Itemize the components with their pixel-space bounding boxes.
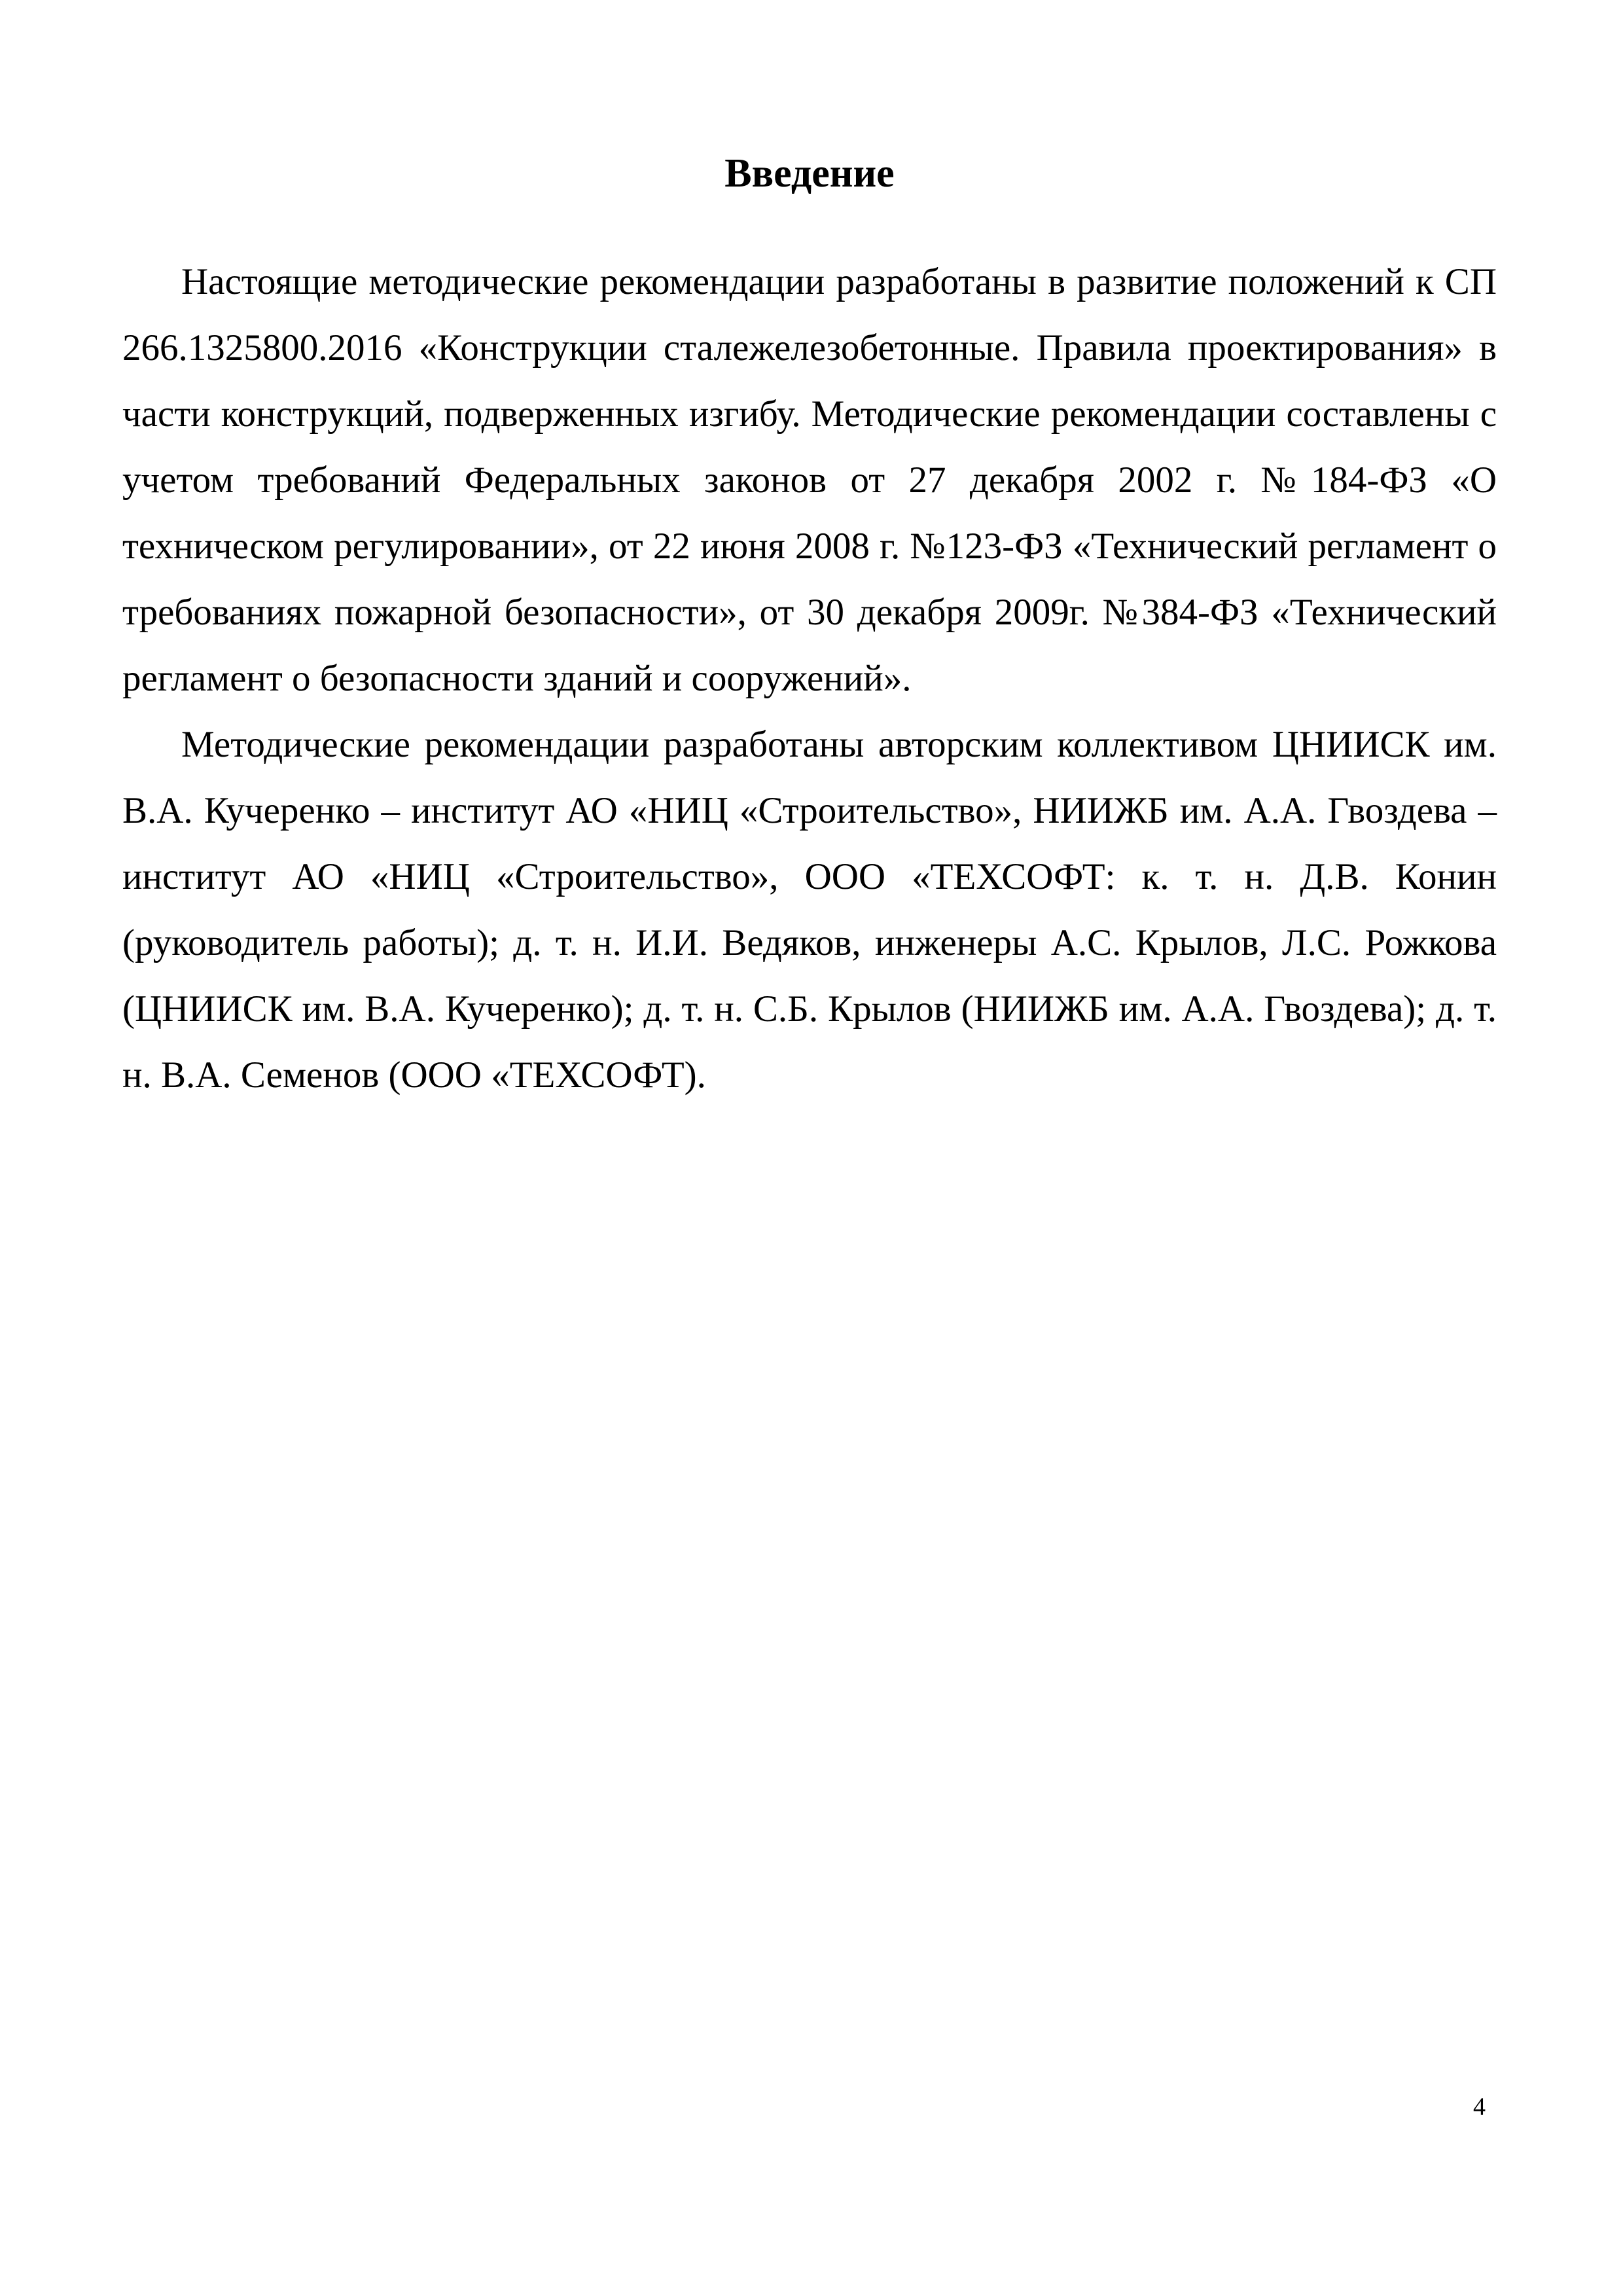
page-title: Введение	[724, 151, 895, 196]
page-number: 4	[1473, 2093, 1486, 2121]
paragraph-intro: Настоящие методические рекомендации разработаны в развитие положений к СП 266.1325800.2016 «Конструкции сталежелезобетонные. Правила проектирования» в части конструкций, подверженных изгибу. Методические рекомендации составлены с учетом требований Федеральных законов от 27 декабря 2002 г. №184-ФЗ «О техническом регулировании», от 22 июня 2008 г. №123-ФЗ «Технический регламент о требованиях пожарной безопасности», от 30 декабря 2009г. №384-ФЗ «Технический регламент о безопасности зданий и сооружений».	[122, 261, 1497, 700]
page-content	[122, 149, 1497, 1108]
paragraph-authors: Методические рекомендации разработаны авторским коллективом ЦНИИСК им. В.А. Кучеренко – институт АО «НИЦ «Строительство», НИИЖБ им. А.А. Гвоздева – институт АО «НИЦ «Строительство», ООО «ТЕХСОФТ: к. т. н. Д.В. Конин (руководитель работы); д. т. н. И.И. Ведяков, инженеры А.С. Крылов, Л.С. Рожкова (ЦНИИСК им. В.А. Кучеренко); д. т. н. С.Б. Крылов (НИИЖБ им. А.А. Гвоздева); д. т. н. В.А. Семенов (ООО «ТЕХСОФТ).	[122, 724, 1497, 1096]
